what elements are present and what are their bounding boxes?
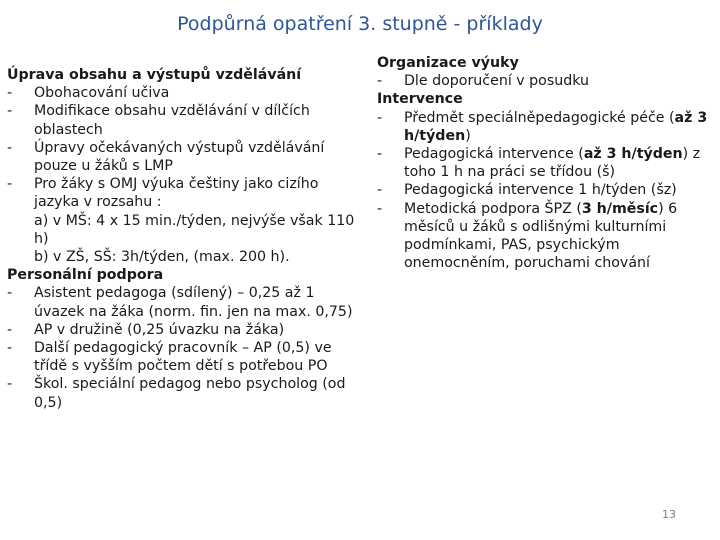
bullet-dash: - xyxy=(7,139,13,156)
list-item: - Pedagogická intervence 1 h/týden (šz) xyxy=(377,182,677,199)
list-item: - Pro žáky s OMJ výuka češtiny jako cizího jazyka v rozsahu : a) v MŠ: 4 x 15 min./týden, nejvýše však 110 h) b) v ZŠ, SŠ: 3h/týden, (max. 200 h). xyxy=(7,176,355,266)
heading-intervention: Intervence xyxy=(377,91,463,108)
list-item: - Asistent pedagoga (sdílený) – 0,25 až 1 úvazek na žáka (norm. fin. jen na max. 0,75) xyxy=(7,285,353,320)
right-column xyxy=(377,54,715,272)
bullet-dash: - xyxy=(7,376,13,393)
slide-title: Podpůrná opatření 3. stupně - příklady xyxy=(177,13,543,35)
bullet-dash: - xyxy=(7,176,13,193)
bullet-dash: - xyxy=(377,109,383,126)
list-item: - Škol. speciální pedagog nebo psycholog (od 0,5) xyxy=(7,376,346,411)
heading-personnel-support: Personální podpora xyxy=(7,267,164,284)
left-column xyxy=(7,66,363,412)
list-item: - Předmět speciálněpedagogické péče (až 3 h/týden) xyxy=(377,109,708,144)
page-number: 13 xyxy=(662,508,676,521)
list-item: - Dle doporučení v posudku xyxy=(377,73,590,90)
list-item: - Pedagogická intervence (až 3 h/týden) z toho 1 h na práci se třídou (š) xyxy=(377,146,701,181)
list-item: - Úpravy očekávaných výstupů vzdělávání pouze u žáků s LMP xyxy=(7,139,325,175)
bullet-dash: - xyxy=(7,321,13,338)
heading-teaching-organization: Organizace výuky xyxy=(377,55,519,71)
bullet-dash: - xyxy=(377,146,383,163)
list-item: - Modifikace obsahu vzdělávání v dílčích oblastech xyxy=(7,103,310,138)
bullet-dash: - xyxy=(7,85,13,102)
bullet-dash: - xyxy=(377,73,383,90)
heading-content-adjustment: Úprava obsahu a výstupů vzdělávání xyxy=(7,67,302,83)
list-item: - Metodická podpora ŠPZ (3 h/měsíc) 6 měsíců u žáků s odlišnými kulturními podmínkami, PAS, psychickým onemocněním, poruchami chování xyxy=(377,200,678,272)
bullet-dash: - xyxy=(7,340,13,357)
bullet-dash: - xyxy=(7,103,13,120)
bullet-dash: - xyxy=(7,285,13,302)
list-item: - AP v družině (0,25 úvazku na žáka) xyxy=(7,321,285,338)
bullet-dash: - xyxy=(377,182,383,199)
bullet-dash: - xyxy=(377,200,383,217)
list-item: - Obohacování učiva xyxy=(7,85,170,102)
list-item: - Další pedagogický pracovník – AP (0,5) ve třídě s vyšším počtem dětí s potřebou PO xyxy=(7,340,332,375)
